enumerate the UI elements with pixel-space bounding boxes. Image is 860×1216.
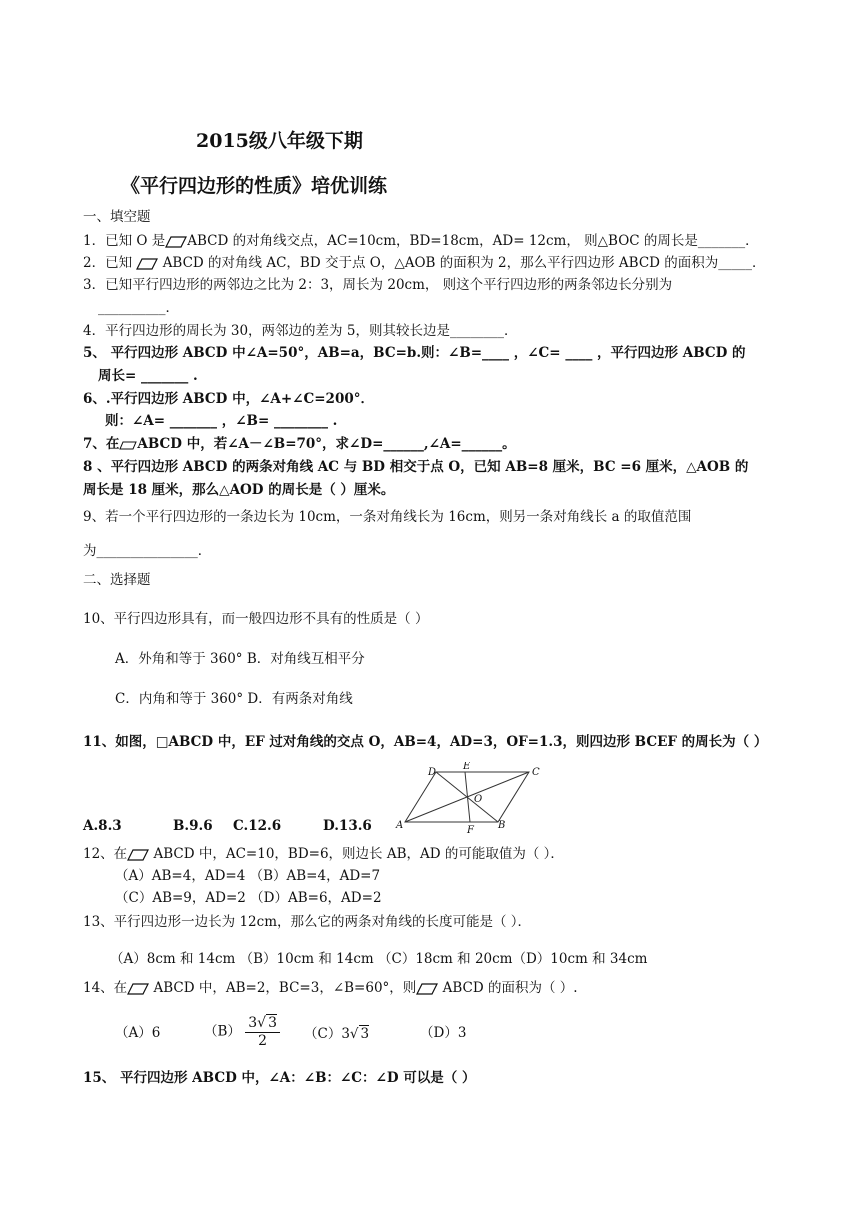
- parallelogram-figure: [392, 762, 552, 834]
- q11-option-d: D.13.6: [323, 818, 372, 834]
- question-8-line1: 8 、平行四边形 ABCD 的两条对角线 AC 与 BD 相交于点 O，已知 AB=8 厘米，BC =6 厘米，△AOB 的: [83, 459, 749, 475]
- question-12-options-ab: （A）AB=4，AD=4 （B）AB=4，AD=7: [115, 868, 381, 884]
- question-8-line2: 周长是 18 厘米，那么△AOD 的周长是（ ）厘米。: [83, 482, 395, 498]
- q11-option-b: B.9.6: [173, 818, 213, 834]
- question-6-line1: 6、.平行四边形 ABCD 中，∠A+∠C=200°．: [83, 391, 374, 407]
- figure-label-d: D: [428, 767, 437, 778]
- q12-text-a: 12、在: [83, 846, 128, 862]
- q7-text-b: ABCD 中，若∠A－∠B=70°，求∠D=______,∠A=______。: [137, 436, 516, 452]
- q2-text-b: ABCD 的对角线 AC，BD 交于点 O，△AOB 的面积为 2，那么平行四边形 ABCD 的面积为_____．: [162, 255, 766, 271]
- q14-option-c: [304, 1025, 369, 1042]
- q1-text-b: ABCD 的对角线交点，AC=10cm，BD=18cm，AD= 12cm， 则△BOC 的周长是_______．: [187, 233, 759, 249]
- q11-option-c: C.12.6: [233, 818, 282, 834]
- radicand: 3: [268, 1015, 277, 1031]
- question-10-options-cd: C．内角和等于 360° D．有两条对角线: [115, 691, 353, 707]
- parallelogram-icon: [127, 983, 149, 995]
- figure-label-c: C: [532, 767, 540, 778]
- q2-text-a: 2．已知: [83, 255, 133, 271]
- figure-label-f: F: [467, 825, 474, 834]
- question-12: [83, 846, 564, 862]
- question-15: 15、 平行四边形 ABCD 中，∠A：∠B：∠C：∠D 可以是（ ）: [83, 1070, 476, 1086]
- question-14: [83, 980, 578, 996]
- title-topic: 《平行四边形的性质》培优训练: [121, 175, 388, 197]
- q14-option-d: （D）3: [420, 1025, 467, 1041]
- question-12-options-cd: （C）AB=9，AD=2 （D）AB=6，AD=2: [115, 890, 382, 906]
- q14-option-b-fraction: [245, 1014, 280, 1050]
- question-10: 10、平行四边形具有，而一般四边形不具有的性质是（ ）: [83, 611, 429, 627]
- radicand: 3: [360, 1026, 370, 1042]
- q14-text-c: ABCD 的面积为（ ）.: [442, 980, 578, 996]
- q14-option-a: （A）6: [115, 1025, 161, 1041]
- figure-label-o: O: [474, 794, 483, 805]
- section-fill-blank: 一、填空题: [83, 209, 151, 225]
- parallelogram-icon: [119, 439, 137, 451]
- title-grade: 2015级八年级下期: [196, 130, 363, 152]
- q14-option-c-label: （C）3: [304, 1026, 350, 1042]
- figure-label-e: E: [463, 762, 471, 772]
- question-7: [83, 436, 516, 452]
- question-13-options: （A）8cm 和 14cm （B）10cm 和 14cm （C）18cm 和 20cm（D）10cm 和 34cm: [110, 951, 648, 967]
- question-5-line2: 周长= _______ .: [98, 368, 198, 384]
- question-1: [83, 233, 759, 249]
- question-10-options-ab: A．外角和等于 360° B．对角线互相平分: [115, 651, 365, 667]
- question-9-line1: 9、若一个平行四边形的一条边长为 10cm，一条对角线长为 16cm，则另一条对角线长 a 的取值范围: [83, 509, 692, 525]
- parallelogram-icon: [136, 258, 158, 270]
- q14-text-a: 14、在: [83, 980, 128, 996]
- section-multiple-choice: 二、选择题: [83, 572, 151, 588]
- figure-label-b: B: [498, 820, 506, 831]
- parallelogram-icon: [127, 849, 149, 861]
- q14-option-b: [204, 1014, 280, 1050]
- question-11: 11、如图，□ABCD 中，EF 过对角线的交点 O，AB=4，AD=3，OF=1.3，则四边形 BCEF 的周长为（ ）: [83, 734, 768, 750]
- q14-option-b-label: （B）: [204, 1023, 241, 1040]
- question-5-line1: 5、 平行四边形 ABCD 中∠A=50°，AB=a，BC=b.则：∠B=____ ，∠C= ____ ，平行四边形 ABCD 的: [83, 345, 746, 361]
- question-2: [83, 255, 766, 271]
- q12-text-b: ABCD 中，AC=10，BD=6，则边长 AB，AD 的可能取值为（ ）．: [153, 846, 564, 862]
- question-13: 13、平行四边形一边长为 12cm，那么它的两条对角线的长度可能是（ ）．: [83, 914, 532, 930]
- parallelogram-icon: [416, 983, 438, 995]
- fraction-denominator: 2: [258, 1032, 268, 1049]
- fraction-coefficient: 3: [248, 1015, 258, 1031]
- q14-text-b: ABCD 中，AB=2，BC=3，∠B=60°，则: [153, 980, 417, 996]
- q11-option-a: A.8.3: [83, 818, 122, 834]
- parallelogram-icon: [165, 236, 187, 248]
- sqrt-sign: √: [349, 1026, 359, 1042]
- figure-label-a: A: [396, 820, 404, 831]
- question-4: 4．平行四边形的周长为 30，两邻边的差为 5，则其较长边是________．: [83, 323, 518, 339]
- question-6-line2: 则：∠A= _______ ，∠B= ________ .: [105, 413, 338, 429]
- question-3-line1: 3．已知平行四边形的两邻边之比为 2：3，周长为 20cm， 则这个平行四边形的两条邻边长分别为: [83, 277, 673, 293]
- q7-text-a: 7、在: [83, 436, 120, 452]
- question-3-line2: __________．: [98, 300, 179, 316]
- question-9-line2: 为_______________．: [83, 543, 212, 559]
- q1-text-a: 1．已知 O 是: [83, 233, 166, 249]
- sqrt-sign: √: [257, 1015, 267, 1031]
